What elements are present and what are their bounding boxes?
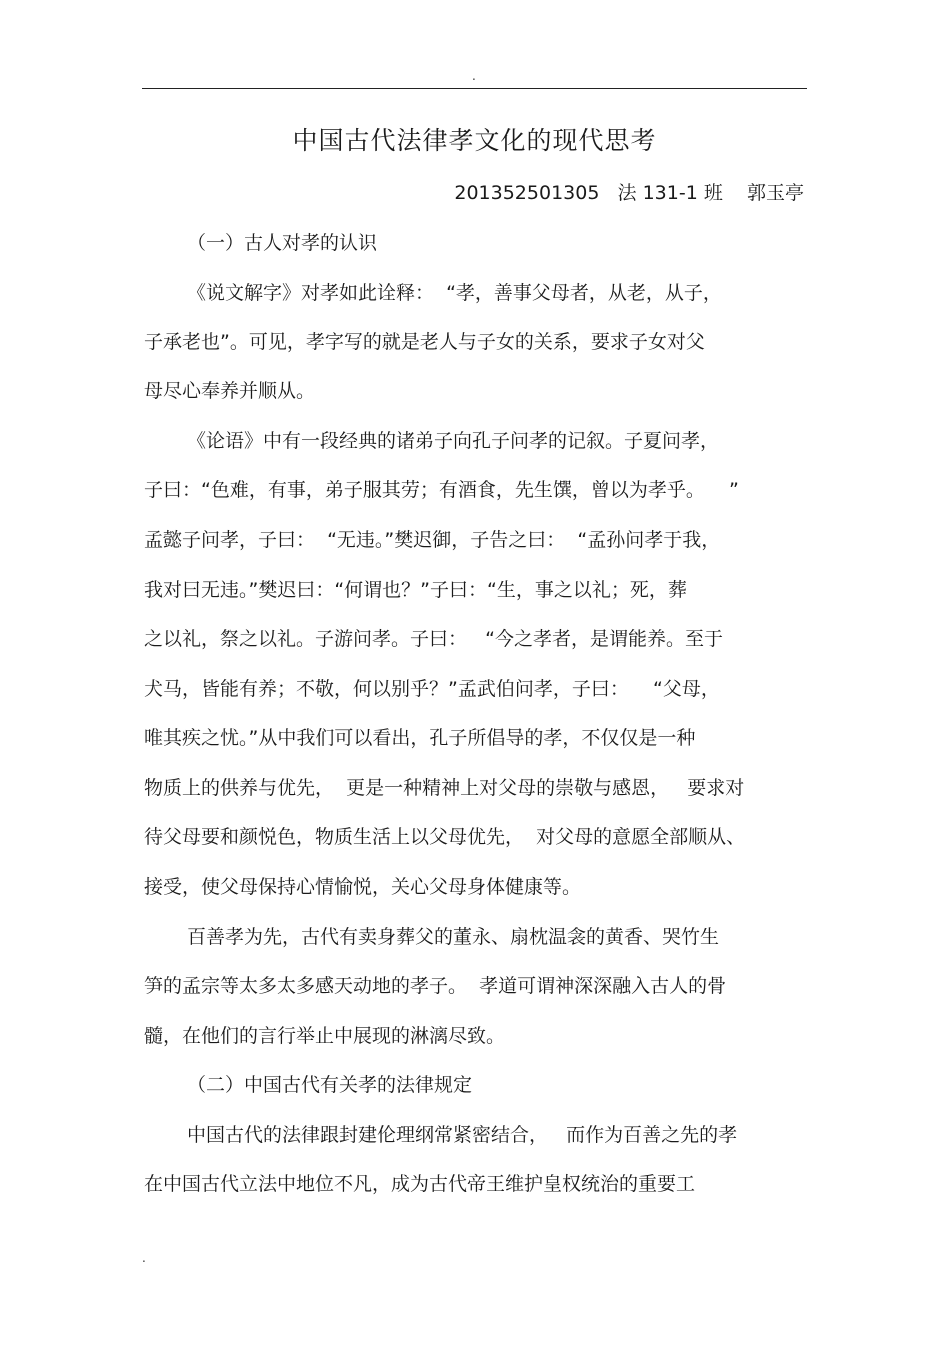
paragraph-line: 子承老也”。可见，孝字写的就是老人与子女的关系，要求子女对父 <box>144 331 705 353</box>
paragraph-line: 子曰：“色难，有事，弟子服其劳；有酒食，先生馔，曾以为孝乎。 ” <box>144 479 739 501</box>
footer-mark: . <box>142 1251 146 1265</box>
paragraph-line: 《说文解字》对孝如此诠释： “孝，善事父母者，从老，从子， <box>187 282 722 304</box>
section-heading-1: （一）古人对孝的认识 <box>187 232 378 254</box>
paragraph-line: 母尽心奉养并顺从。 <box>144 380 316 402</box>
paragraph-line: 百善孝为先，古代有卖身葬父的董永、扇枕温衾的黄香、哭竹生 <box>187 926 720 948</box>
paragraph-line: 物质上的供养与优先， 更是一种精神上对父母的崇敬与感恩， 要求对 <box>144 777 745 799</box>
paragraph-line: 髓，在他们的言行举止中展现的淋漓尽致。 <box>144 1025 506 1047</box>
section-heading-2: （二）中国古代有关孝的法律规定 <box>187 1074 473 1096</box>
paragraph-line: 待父母要和颜悦色，物质生活上以父母优先， 对父母的意愿全部顺从、 <box>144 826 746 848</box>
document-title: 中国古代法律孝文化的现代思考 <box>292 126 657 155</box>
paragraph-line: 唯其疾之忧。”从中我们可以看出，孔子所倡导的孝，不仅仅是一种 <box>144 727 696 749</box>
paragraph-line: 孟懿子问孝，子曰： “无违。”樊迟御，子告之曰： “孟孙问孝于我， <box>144 529 721 551</box>
paragraph-line: 我对曰无违。”樊迟曰：“何谓也？”子曰：“生，事之以礼；死，葬 <box>144 579 687 601</box>
paragraph-line: 《论语》中有一段经典的诸弟子向孔子问孝的记叙。子夏问孝， <box>187 430 720 452</box>
author-line: 201352501305 法 131-1 班 郭玉亭 <box>454 182 804 204</box>
paragraph-line: 在中国古代立法中地位不凡，成为古代帝王维护皇权统治的重要工 <box>144 1173 696 1195</box>
paragraph-line: 笋的孟宗等太多太多感天动地的孝子。 孝道可谓神深深融入古人的骨 <box>144 975 727 997</box>
paragraph-line: 犬马，皆能有养；不敬，何以别乎？”孟武伯问孝，子曰： “父母， <box>144 678 720 700</box>
header-mark: . <box>472 69 476 83</box>
header-rule <box>142 88 807 89</box>
paragraph-line: 接受，使父母保持心情愉悦，关心父母身体健康等。 <box>144 876 582 898</box>
paragraph-line: 之以礼，祭之以礼。子游问孝。子曰： “今之孝者，是谓能养。至于 <box>144 628 723 650</box>
paragraph-line: 中国古代的法律跟封建伦理纲常紧密结合， 而作为百善之先的孝 <box>187 1124 738 1146</box>
